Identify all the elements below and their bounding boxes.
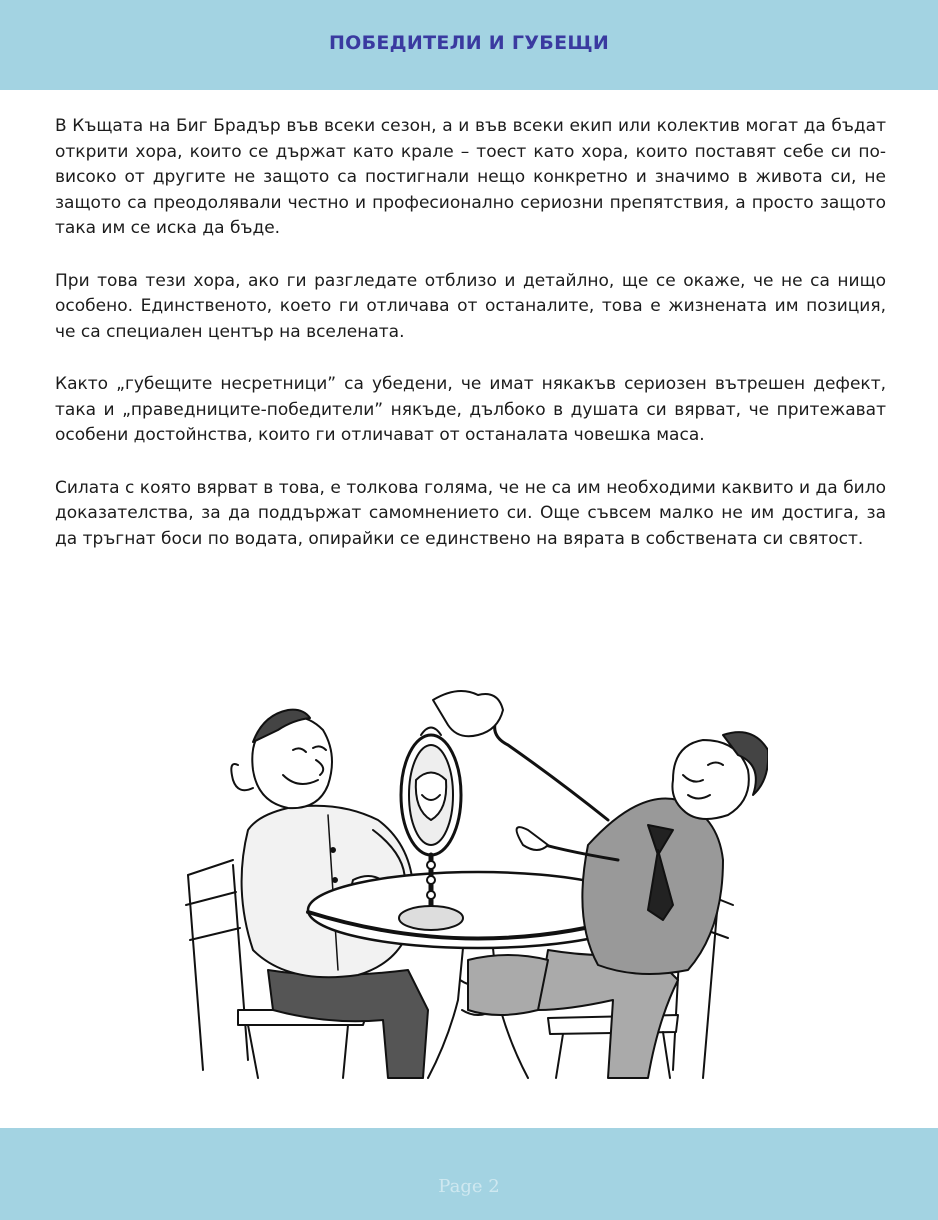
- page-title: ПОБЕДИТЕЛИ И ГУБЕЩИ: [328, 32, 610, 54]
- paragraph-1: В Къщата на Биг Брадър във всеки сезон, а и във всеки екип или колектив могат да бъдат открити хора, които се държат като крале – тоест като хора, които поставят себе си по-високо от другите не защото са постигнали нещо конкретно и значимо в живота си, не защото са преодолявали честно и професионално сериозни препятствия, а просто защото така им се иска да бъде.: [55, 116, 886, 238]
- cartoon-two-men-icon: [178, 680, 768, 1080]
- paragraph-3: Както „губещите несретници” са убедени, че имат някакъв сериозен вътрешен дефект, така и „праведниците-победители” някъде, дълбоко в душата си вярват, че притежават особени достойнства, които ги отличават от останалата човешка маса.: [55, 374, 886, 445]
- cartoon-illustration: [178, 680, 768, 1080]
- page-header: [0, 0, 938, 90]
- paragraph-4: Силата с която вярват в това, е толкова голяма, че не са им необходими каквито и да било доказателства, за да поддържат самомнението си. Още съвсем малко не им достига, за да тръгнат боси по водата, опирайки се единствено на вярата в собствената си святост.: [55, 477, 886, 549]
- paragraph-2: При това тези хора, ако ги разгледате отблизо и детайлно, ще се окаже, че не са нищо особено. Единственото, което ги отличава от останалите, това е жизнената им позиция, че са специален център на вселената.: [55, 270, 886, 342]
- document-body: [55, 114, 886, 579]
- page-footer: [0, 1128, 938, 1220]
- page-number: Page 2: [438, 1176, 500, 1197]
